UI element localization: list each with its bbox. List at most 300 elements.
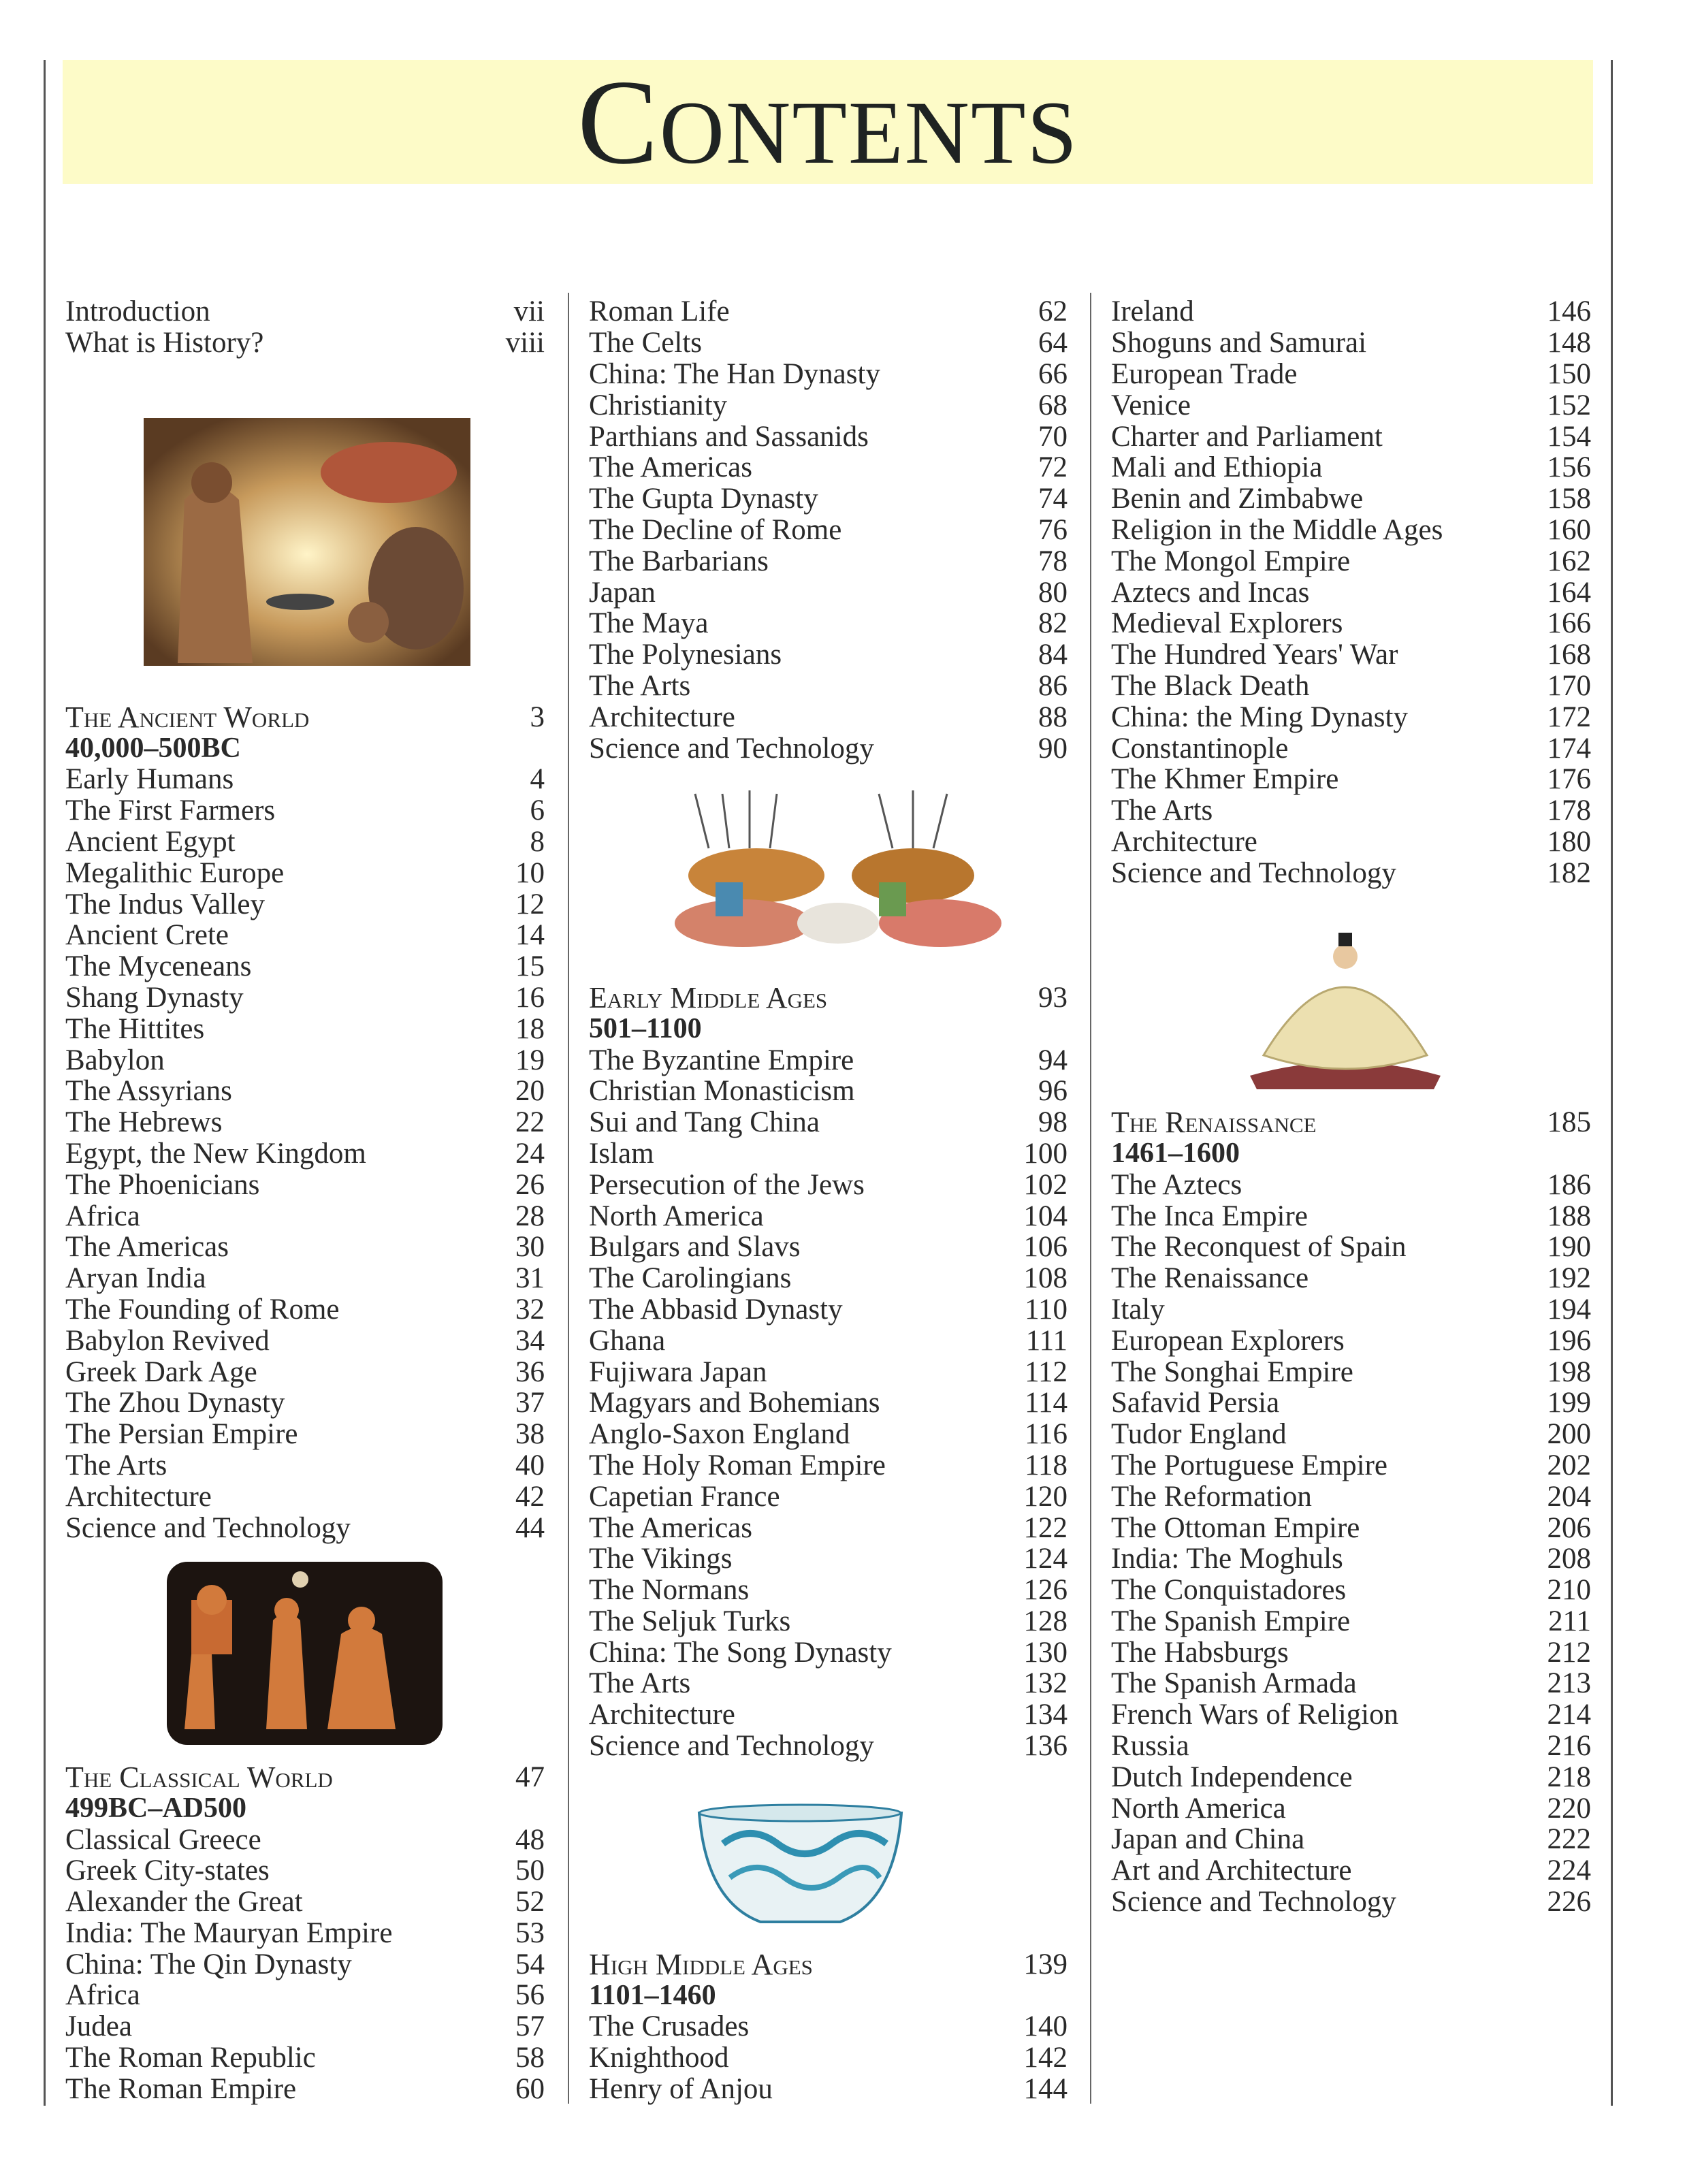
toc-entry[interactable] [589, 421, 1068, 452]
toc-entry[interactable] [589, 1699, 1068, 1731]
entry-page-number: 6 [530, 794, 545, 827]
toc-entry[interactable] [589, 296, 1068, 327]
entry-page-number: 224 [1547, 1854, 1591, 1887]
entry-page-number: 3 [530, 701, 545, 733]
entry-page-number: 53 [515, 1916, 545, 1949]
entry-title: The Ottoman Empire [1111, 1511, 1360, 1544]
entry-title: The Roman Empire [65, 2072, 297, 2105]
toc-entry[interactable] [589, 2042, 1068, 2074]
entry-title: The Celts [589, 327, 702, 359]
toc-entry[interactable] [65, 1013, 545, 1044]
toc-entry[interactable] [65, 920, 545, 951]
entry-page-number: 176 [1547, 763, 1591, 796]
toc-entry[interactable] [1111, 1605, 1591, 1637]
entry-page-number: 15 [515, 950, 545, 983]
entry-title: The Arts [65, 1449, 167, 1481]
entry-title: Henry of Anjou [589, 2072, 773, 2105]
entry-title: Religion in the Middle Ages [1111, 513, 1443, 546]
toc-entry[interactable] [65, 2042, 545, 2074]
entry-page-number: 38 [515, 1418, 545, 1451]
entry-title: Alexander the Great [65, 1886, 303, 1918]
toc-entry[interactable] [65, 1200, 545, 1232]
toc-entry[interactable] [589, 359, 1068, 390]
toc-entry[interactable] [1111, 608, 1591, 639]
toc-entry[interactable] [589, 1605, 1068, 1637]
entry-title: The Aztecs [1111, 1168, 1242, 1201]
entry-page-number: 194 [1547, 1293, 1591, 1326]
toc-entry[interactable] [1111, 1169, 1591, 1200]
toc-entry[interactable] [589, 1543, 1068, 1575]
entry-page-number: 140 [1023, 2010, 1068, 2043]
toc-entry[interactable] [1111, 296, 1591, 327]
section-heading[interactable] [65, 701, 545, 733]
entry-page-number: 84 [1038, 639, 1068, 671]
toc-entry[interactable] [65, 327, 545, 359]
toc-entry[interactable] [589, 1481, 1068, 1512]
entry-title: The Myceneans [65, 950, 252, 983]
toc-entry[interactable] [1111, 1543, 1591, 1575]
toc-entry[interactable] [65, 1232, 545, 1263]
toc-entry[interactable] [65, 1294, 545, 1326]
entry-page-number: 54 [515, 1948, 545, 1980]
entry-page-number: 222 [1547, 1823, 1591, 1856]
entry-page-number: 204 [1547, 1480, 1591, 1513]
toc-entry[interactable] [589, 545, 1068, 577]
entry-page-number: 148 [1547, 327, 1591, 359]
entry-title: Ireland [1111, 295, 1194, 328]
toc-entry[interactable] [65, 1855, 545, 1886]
entry-title: The Conquistadores [1111, 1574, 1347, 1607]
toc-entry[interactable] [1111, 639, 1591, 671]
entry-page-number: 60 [515, 2072, 545, 2105]
entry-title: The Maya [589, 607, 709, 640]
toc-entry[interactable] [589, 1356, 1068, 1387]
toc-entry[interactable] [589, 1450, 1068, 1481]
entry-title: The Hittites [65, 1012, 205, 1045]
entry-page-number: 182 [1547, 856, 1591, 889]
entry-page-number: 212 [1547, 1636, 1591, 1669]
entry-page-number: 37 [515, 1387, 545, 1419]
section-heading[interactable] [65, 1762, 545, 1793]
entry-page-number: 136 [1023, 1730, 1068, 1763]
section-heading[interactable] [589, 982, 1068, 1014]
entry-title: Bulgars and Slavs [589, 1231, 801, 1264]
toc-entry[interactable] [1111, 1731, 1591, 1762]
samurai-illustration [1243, 919, 1448, 1093]
entry-title: Introduction [65, 295, 210, 328]
entry-page-number: 58 [515, 2042, 545, 2074]
toc-entry[interactable] [1111, 1886, 1591, 1918]
toc-entry[interactable] [65, 951, 545, 982]
page-title [577, 54, 1079, 189]
section-date-range [589, 1980, 1068, 2011]
toc-entry[interactable] [589, 701, 1068, 733]
toc-entry[interactable] [65, 1325, 545, 1356]
toc-entry[interactable] [1111, 483, 1591, 515]
entry-page-number: 220 [1547, 1792, 1591, 1825]
toc-entry[interactable] [589, 483, 1068, 515]
toc-entry[interactable] [1111, 1699, 1591, 1731]
entry-title: Science and Technology [1111, 1886, 1396, 1918]
entry-title: 1461–1600 [1111, 1138, 1240, 1170]
entry-title: The Roman Republic [65, 2042, 316, 2074]
toc-entry[interactable] [589, 1263, 1068, 1294]
toc-entry[interactable] [65, 1263, 545, 1294]
entry-title: China: The Han Dynasty [589, 358, 880, 390]
toc-entry[interactable] [589, 608, 1068, 639]
toc-entry[interactable] [589, 1668, 1068, 1699]
toc-entry[interactable] [1111, 1232, 1591, 1263]
toc-entry[interactable] [589, 1200, 1068, 1232]
entry-page-number: 170 [1547, 669, 1591, 702]
entry-title: Babylon [65, 1044, 165, 1076]
entry-page-number: 93 [1038, 981, 1068, 1014]
toc-entry[interactable] [589, 1575, 1068, 1606]
toc-entry[interactable] [65, 1512, 545, 1543]
toc-entry[interactable] [1111, 1419, 1591, 1450]
toc-entry[interactable] [65, 1387, 545, 1419]
entry-title: The Americas [589, 1511, 752, 1544]
entry-page-number: 116 [1025, 1418, 1068, 1451]
entry-title: The Hebrews [65, 1106, 223, 1139]
toc-entry[interactable] [589, 2073, 1068, 2104]
toc-entry[interactable] [589, 1294, 1068, 1326]
toc-entry[interactable] [65, 1481, 545, 1512]
toc-entry[interactable] [1111, 1855, 1591, 1886]
entry-page-number: 30 [515, 1231, 545, 1264]
entry-page-number: 110 [1025, 1293, 1068, 1326]
toc-entry[interactable] [1111, 1637, 1591, 1668]
toc-entry[interactable] [1111, 327, 1591, 359]
entry-title: Architecture [65, 1480, 212, 1513]
entry-title: Ancient Crete [65, 919, 229, 952]
toc-entry[interactable] [589, 389, 1068, 421]
entry-title: Christianity [589, 389, 728, 421]
entry-page-number: 216 [1547, 1730, 1591, 1763]
entry-page-number: 106 [1023, 1231, 1068, 1264]
entry-page-number: 118 [1025, 1449, 1068, 1481]
entry-title: Early Humans [65, 763, 234, 796]
entry-page-number: 56 [515, 1979, 545, 2012]
page-border-right [1611, 60, 1613, 2106]
entry-page-number: 24 [515, 1137, 545, 1170]
toc-entry[interactable] [589, 1076, 1068, 1107]
entry-page-number: 47 [515, 1761, 545, 1793]
entry-title: The Seljuk Turks [589, 1605, 791, 1637]
entry-title: The Portuguese Empire [1111, 1449, 1388, 1481]
entry-page-number: 120 [1023, 1480, 1068, 1513]
column-divider [568, 293, 569, 2104]
entry-page-number: 44 [515, 1511, 545, 1544]
toc-entry[interactable] [1111, 545, 1591, 577]
toc-entry[interactable] [65, 1948, 545, 1980]
toc-entry[interactable] [1111, 452, 1591, 483]
entry-page-number: 126 [1023, 1574, 1068, 1607]
toc-entry[interactable] [1111, 764, 1591, 795]
toc-entry[interactable] [1111, 515, 1591, 546]
entry-title: Architecture [589, 1699, 735, 1731]
entry-page-number: 8 [530, 825, 545, 858]
toc-entry[interactable] [589, 2011, 1068, 2042]
toc-entry[interactable] [589, 671, 1068, 702]
entry-title: The Persian Empire [65, 1418, 298, 1451]
toc-entry[interactable] [589, 515, 1068, 546]
toc-entry[interactable] [65, 296, 545, 327]
entry-title: European Explorers [1111, 1324, 1345, 1357]
entry-title: The Normans [589, 1574, 750, 1607]
entry-title: Aryan India [65, 1262, 206, 1295]
entry-title: The Arts [589, 1667, 691, 1700]
entry-page-number: 78 [1038, 545, 1068, 577]
entry-page-number: 48 [515, 1823, 545, 1856]
toc-entry[interactable] [589, 1419, 1068, 1450]
toc-entry[interactable] [1111, 1481, 1591, 1512]
entry-title: The Indus Valley [65, 888, 265, 920]
toc-entry[interactable] [65, 1824, 545, 1855]
toc-entry[interactable] [1111, 857, 1591, 888]
entry-title: Fujiwara Japan [589, 1355, 767, 1388]
toc-entry[interactable] [1111, 1356, 1591, 1387]
entry-title: Parthians and Sassanids [589, 420, 869, 453]
entry-title: Japan and China [1111, 1823, 1305, 1856]
entry-page-number: 34 [515, 1324, 545, 1357]
toc-entry[interactable] [589, 1512, 1068, 1543]
entry-page-number: 80 [1038, 576, 1068, 609]
entry-title: The Crusades [589, 2010, 750, 2043]
toc-entry[interactable] [65, 1356, 545, 1387]
toc-entry[interactable] [65, 795, 545, 826]
entry-page-number: 96 [1038, 1075, 1068, 1108]
toc-entry[interactable] [65, 2073, 545, 2104]
toc-entry[interactable] [65, 1886, 545, 1918]
entry-title: Christian Monasticism [589, 1075, 855, 1108]
toc-entry[interactable] [1111, 671, 1591, 702]
entry-title: The Arts [1111, 794, 1213, 827]
entry-title: Magyars and Bohemians [589, 1387, 880, 1419]
entry-title: Medieval Explorers [1111, 607, 1343, 640]
toc-entry[interactable] [65, 857, 545, 888]
toc-entry[interactable] [65, 1076, 545, 1107]
entry-page-number: viii [505, 327, 545, 359]
toc-entry[interactable] [65, 1419, 545, 1450]
title-initial: C [577, 54, 660, 189]
entry-page-number: 18 [515, 1012, 545, 1045]
entry-page-number: 74 [1038, 483, 1068, 515]
entry-title: Knighthood [589, 2042, 729, 2074]
entry-page-number: 150 [1547, 358, 1591, 390]
toc-entry[interactable] [589, 1138, 1068, 1170]
entry-title: European Trade [1111, 358, 1298, 390]
toc-entry[interactable] [65, 1980, 545, 2011]
entry-page-number: 154 [1547, 420, 1591, 453]
section-date-range [589, 1013, 1068, 1044]
entry-title: The First Farmers [65, 794, 276, 827]
toc-entry[interactable] [1111, 701, 1591, 733]
entry-page-number: 146 [1547, 295, 1591, 328]
toc-entry[interactable] [65, 1917, 545, 1948]
entry-page-number: 98 [1038, 1106, 1068, 1139]
toc-entry[interactable] [1111, 389, 1591, 421]
toc-entry[interactable] [65, 2011, 545, 2042]
entry-page-number: 68 [1038, 389, 1068, 421]
entry-title: The Americas [589, 451, 752, 484]
entry-page-number: 104 [1023, 1200, 1068, 1232]
entry-title: North America [1111, 1792, 1286, 1825]
entry-page-number: 72 [1038, 451, 1068, 484]
toc-entry[interactable] [1111, 1325, 1591, 1356]
entry-page-number: 132 [1023, 1667, 1068, 1700]
toc-entry[interactable] [1111, 1824, 1591, 1855]
entry-title: Science and Technology [65, 1511, 351, 1544]
toc-entry[interactable] [1111, 1512, 1591, 1543]
toc-entry[interactable] [1111, 1200, 1591, 1232]
page-border-left [44, 60, 46, 2106]
toc-entry[interactable] [1111, 1387, 1591, 1419]
entry-page-number: 162 [1547, 545, 1591, 577]
entry-page-number: 88 [1038, 701, 1068, 733]
entry-title: 40,000–500BC [65, 733, 241, 765]
entry-page-number: 213 [1547, 1667, 1591, 1700]
toc-entry[interactable] [589, 1325, 1068, 1356]
entry-title: Judea [65, 2010, 132, 2043]
toc-entry[interactable] [1111, 359, 1591, 390]
toc-entry[interactable] [1111, 1793, 1591, 1824]
entry-page-number: 199 [1547, 1387, 1591, 1419]
entry-title: Aztecs and Incas [1111, 576, 1310, 609]
toc-entry[interactable] [65, 764, 545, 795]
toc-entry[interactable] [589, 1169, 1068, 1200]
entry-title: The Americas [65, 1231, 229, 1264]
entry-page-number: 198 [1547, 1355, 1591, 1388]
toc-entry[interactable] [1111, 421, 1591, 452]
toc-entry[interactable] [589, 1232, 1068, 1263]
entry-title: Islam [589, 1137, 654, 1170]
entry-page-number: 124 [1023, 1543, 1068, 1575]
section-date-range [65, 1793, 545, 1824]
entry-page-number: 76 [1038, 513, 1068, 546]
entry-page-number: 90 [1038, 732, 1068, 765]
entry-page-number: 112 [1025, 1355, 1068, 1388]
entry-page-number: 128 [1023, 1605, 1068, 1637]
entry-title: The Barbarians [589, 545, 769, 577]
entry-page-number: 16 [515, 981, 545, 1014]
toc-entry[interactable] [589, 577, 1068, 608]
toc-entry[interactable] [65, 982, 545, 1014]
toc-entry[interactable] [65, 888, 545, 920]
entry-page-number: 188 [1547, 1200, 1591, 1232]
toc-entry[interactable] [1111, 826, 1591, 858]
toc-entry[interactable] [65, 1169, 545, 1200]
entry-title: The Vikings [589, 1543, 733, 1575]
toc-entry[interactable] [1111, 1294, 1591, 1326]
entry-title: Architecture [1111, 825, 1257, 858]
entry-title: Anglo-Saxon England [589, 1418, 850, 1451]
entry-page-number: 66 [1038, 358, 1068, 390]
entry-page-number: 139 [1023, 1948, 1068, 1980]
entry-title: China: The Song Dynasty [589, 1636, 892, 1669]
title-rest: ONTENTS [659, 82, 1079, 182]
entry-title: Mali and Ethiopia [1111, 451, 1323, 484]
toc-entry[interactable] [1111, 1263, 1591, 1294]
entry-page-number: 144 [1023, 2072, 1068, 2105]
entry-page-number: 172 [1547, 701, 1591, 733]
entry-title: China: The Qin Dynasty [65, 1948, 352, 1980]
toc-entry[interactable] [589, 733, 1068, 764]
entry-page-number: 142 [1023, 2042, 1068, 2074]
entry-title: Art and Architecture [1111, 1854, 1352, 1887]
toc-entry[interactable] [589, 1731, 1068, 1762]
entry-title: The Mongol Empire [1111, 545, 1351, 577]
toc-entry[interactable] [589, 1107, 1068, 1138]
entry-title: Constantinople [1111, 732, 1289, 765]
entry-title: The Phoenicians [65, 1168, 260, 1201]
entry-title: Science and Technology [589, 1730, 874, 1763]
toc-entry[interactable] [589, 639, 1068, 671]
toc-entry[interactable] [65, 1107, 545, 1138]
entry-page-number: 206 [1547, 1511, 1591, 1544]
entry-page-number: 152 [1547, 389, 1591, 421]
toc-entry[interactable] [65, 1138, 545, 1170]
entry-title: The Decline of Rome [589, 513, 842, 546]
toc-entry[interactable] [1111, 577, 1591, 608]
entry-page-number: 52 [515, 1886, 545, 1918]
section-heading[interactable] [589, 1948, 1068, 1980]
entry-title: The Carolingians [589, 1262, 792, 1295]
entry-title: The Black Death [1111, 669, 1310, 702]
toc-entry[interactable] [1111, 1668, 1591, 1699]
toc-entry[interactable] [1111, 1450, 1591, 1481]
toc-entry[interactable] [589, 327, 1068, 359]
entry-page-number: 36 [515, 1355, 545, 1388]
entry-title: Africa [65, 1200, 140, 1232]
toc-entry[interactable] [1111, 733, 1591, 764]
entry-title: The Renaissance [1111, 1106, 1317, 1140]
toc-entry[interactable] [65, 826, 545, 858]
toc-entry[interactable] [589, 1637, 1068, 1668]
entry-page-number: 26 [515, 1168, 545, 1201]
entry-title: 1101–1460 [589, 1979, 716, 2011]
entry-title: Persecution of the Jews [589, 1168, 865, 1201]
toc-entry[interactable] [589, 1387, 1068, 1419]
entry-title: Egypt, the New Kingdom [65, 1137, 366, 1170]
entry-page-number: 210 [1547, 1574, 1591, 1607]
entry-page-number: 190 [1547, 1231, 1591, 1264]
section-heading[interactable] [1111, 1107, 1591, 1138]
entry-title: The Ancient World [65, 700, 310, 734]
toc-entry[interactable] [1111, 1575, 1591, 1606]
section-date-range [1111, 1138, 1591, 1170]
entry-title: The Inca Empire [1111, 1200, 1308, 1232]
title-banner [63, 54, 1593, 189]
entry-title: The Spanish Armada [1111, 1667, 1357, 1700]
toc-entry[interactable] [65, 1450, 545, 1481]
entry-title: Africa [65, 1979, 140, 2012]
entry-page-number: 166 [1547, 607, 1591, 640]
toc-entry[interactable] [1111, 795, 1591, 826]
entry-page-number: 122 [1023, 1511, 1068, 1544]
toc-entry[interactable] [589, 1044, 1068, 1076]
entry-title: The Classical World [65, 1760, 333, 1794]
toc-entry[interactable] [65, 1044, 545, 1076]
entry-title: India: The Mauryan Empire [65, 1916, 393, 1949]
toc-entry[interactable] [589, 452, 1068, 483]
entry-title: The Gupta Dynasty [589, 483, 818, 515]
toc-entry[interactable] [1111, 1761, 1591, 1793]
entry-page-number: 50 [515, 1854, 545, 1887]
entry-page-number: 214 [1547, 1699, 1591, 1731]
entry-page-number: 156 [1547, 451, 1591, 484]
entry-page-number: 70 [1038, 420, 1068, 453]
